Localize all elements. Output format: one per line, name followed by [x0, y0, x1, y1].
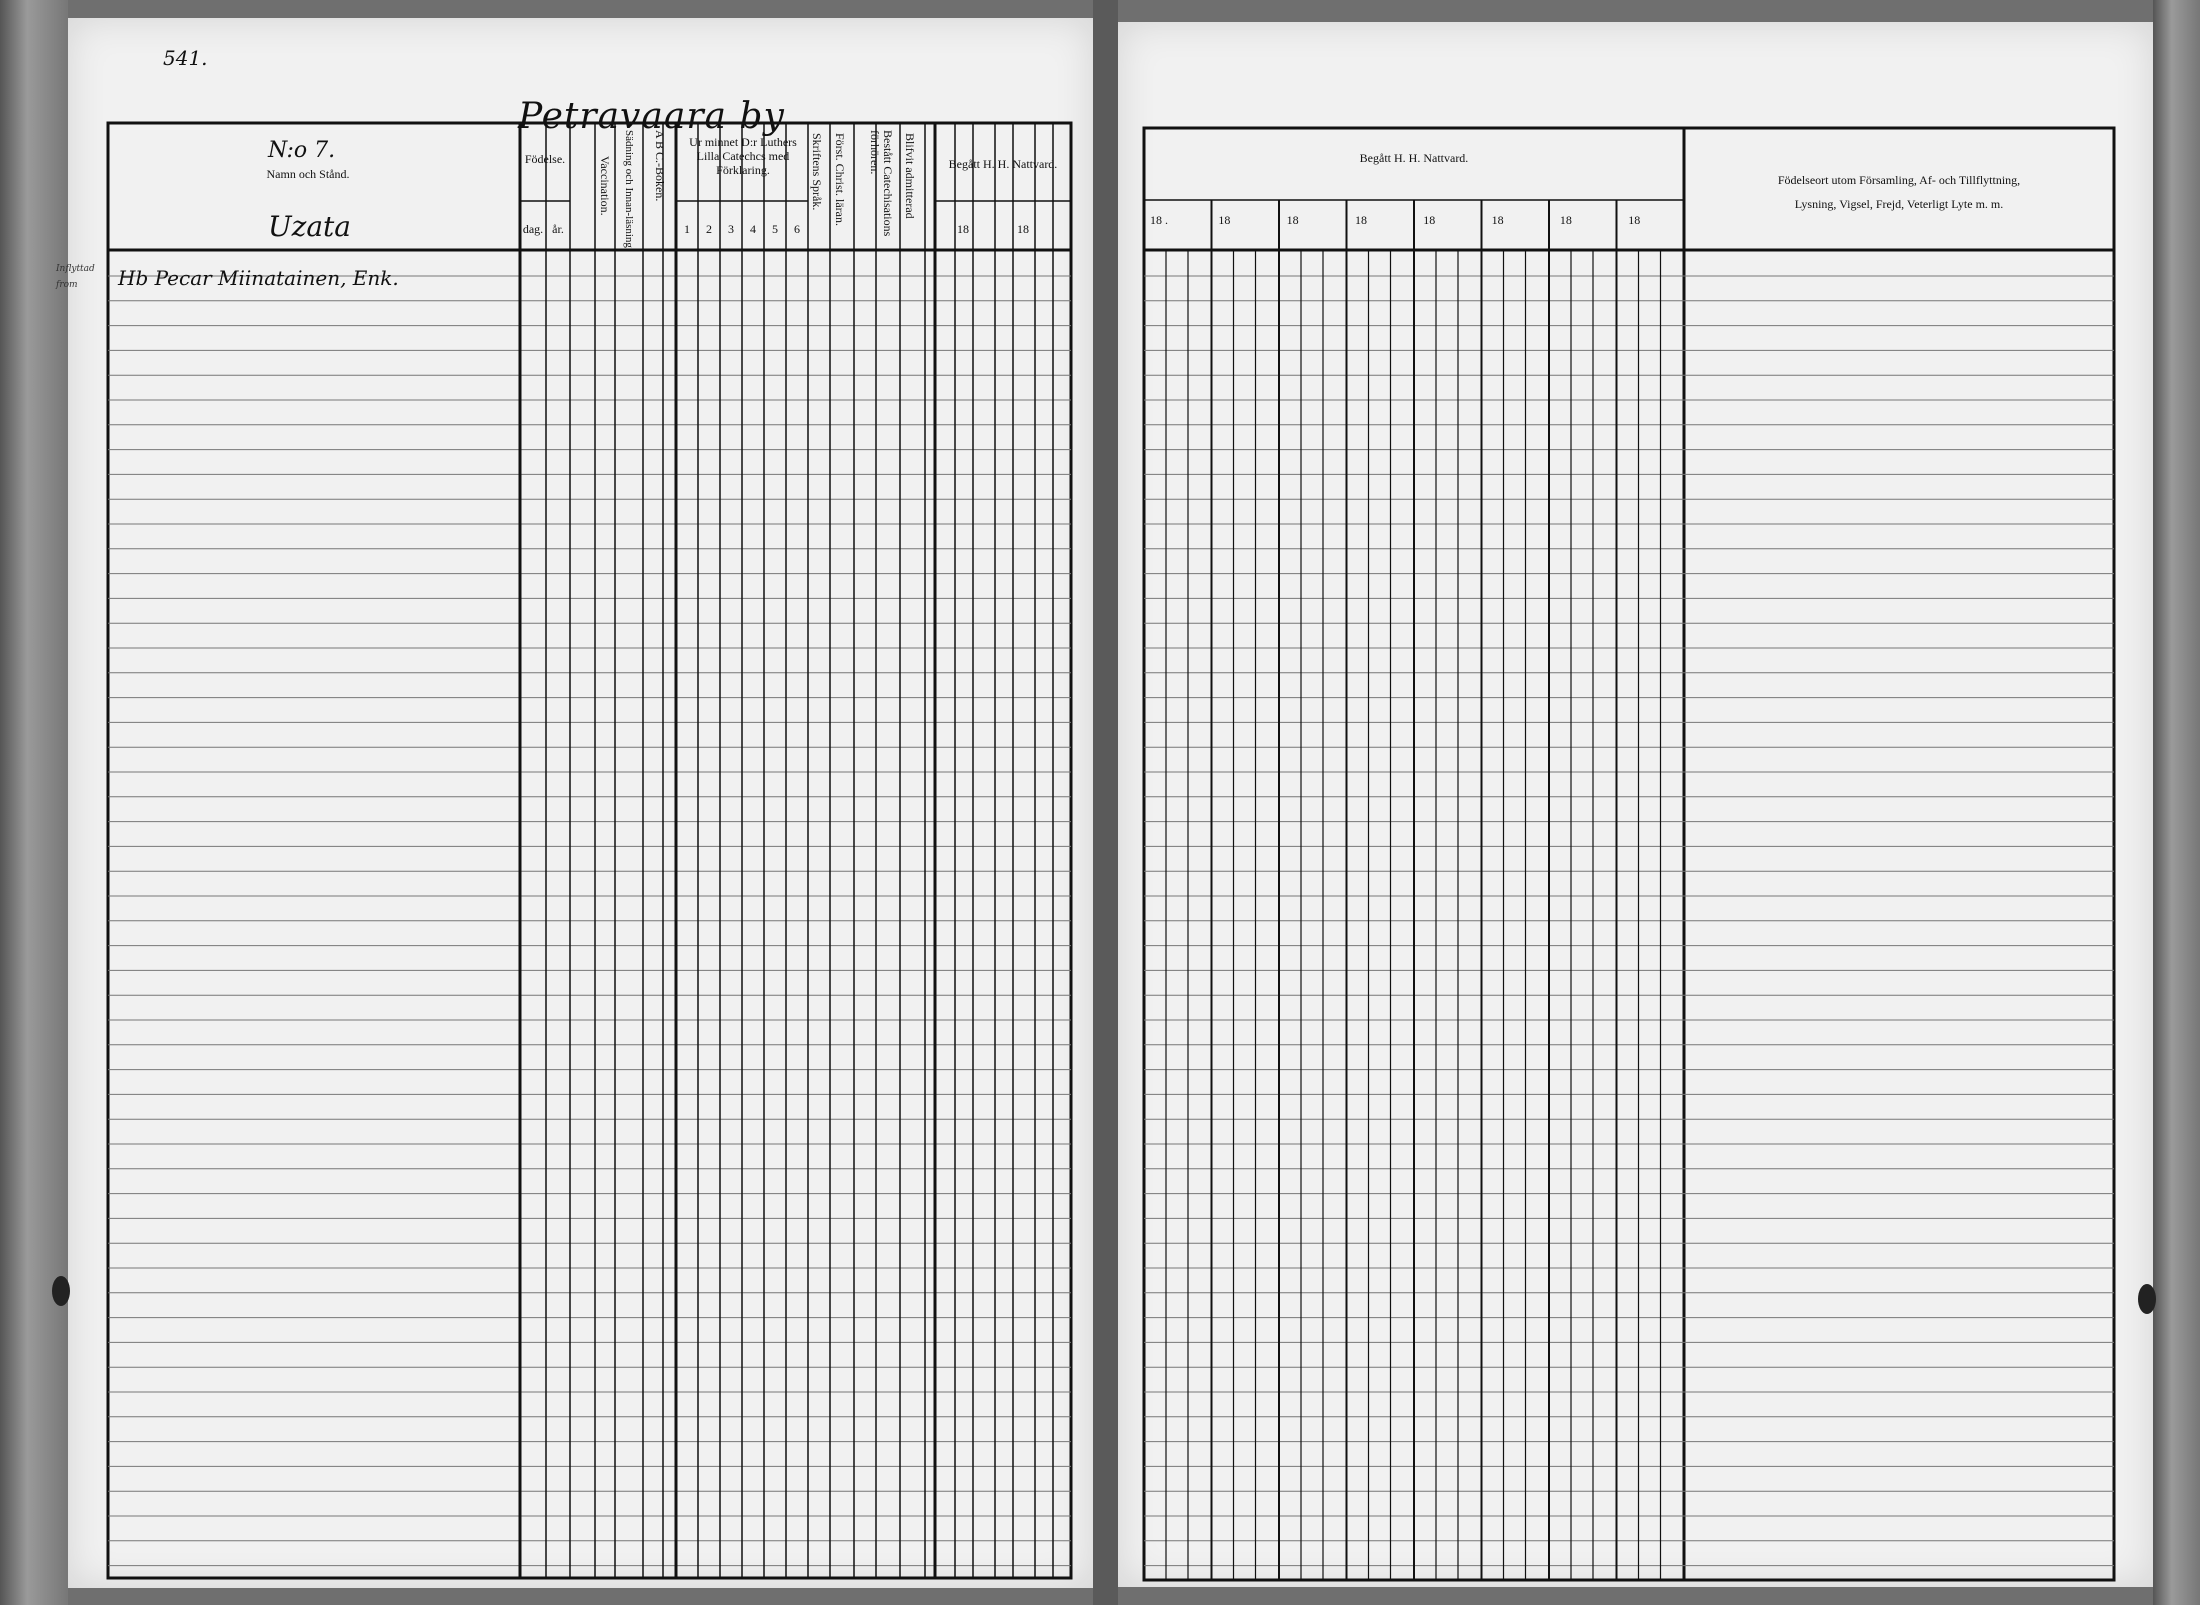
communion-header-right: Begått H. H. Nattvard.	[1359, 151, 1469, 165]
village-heading: Petravaara by	[518, 96, 785, 137]
communion-year-right-8: 18	[1628, 213, 1641, 227]
birth-year-header: år.	[552, 222, 564, 236]
communion-year-left-2: 18	[1017, 222, 1029, 236]
communion-year-left-1: 18	[957, 222, 969, 236]
catechism-col-4: 4	[750, 222, 756, 236]
communion-year-right-7: 18	[1559, 213, 1572, 227]
communion-year-right-4: 18	[1354, 213, 1367, 227]
catechism-col-2: 2	[706, 222, 712, 236]
catechism-col-3: 3	[728, 222, 734, 236]
binding-clip-left	[52, 1276, 70, 1306]
catechism-exam-header: Bestått Catechisations förhören.	[867, 130, 895, 237]
book-gutter	[1093, 0, 1118, 1605]
abc-book-header: A B C.-Boken.	[653, 130, 668, 202]
birth-day-header: dag.	[522, 222, 544, 236]
christian-doctrine-header: Först. Christ. läran.	[833, 133, 848, 226]
communion-year-right-5: 18	[1423, 213, 1436, 227]
communion-year-right-1: 18 .	[1150, 213, 1168, 227]
name-column-header: Namn och Stånd.	[266, 167, 350, 181]
margin-note-2: from	[56, 280, 78, 290]
binding-clip-right	[2138, 1284, 2156, 1314]
reading-header: Sädning och Innan-läsning.	[623, 130, 636, 251]
scan-edge-right	[2153, 0, 2200, 1605]
folio-number: 541.	[163, 46, 208, 70]
scripture-header: Skriftens Språk.	[810, 133, 825, 211]
margin-note-1: Inflyttad	[56, 264, 95, 274]
catechism-col-5: 5	[772, 222, 778, 236]
scan-edge-left	[0, 0, 68, 1605]
right-page	[1118, 22, 2153, 1587]
entry-name: Hb Pecar Miinatainen, Enk.	[118, 266, 399, 290]
communion-year-right-6: 18	[1491, 213, 1504, 227]
communion-year-right-2: 18	[1218, 213, 1231, 227]
right-ledger-grid	[1118, 22, 2153, 1587]
left-page	[56, 18, 1093, 1588]
communion-year-row-right	[1144, 214, 1684, 228]
catechism-number-row	[676, 223, 808, 237]
admitted-header: Blifvit admitterad	[903, 133, 918, 219]
communion-year-right-3: 18	[1286, 213, 1299, 227]
remarks-header-line2: Lysning, Vigsel, Frejd, Veterligt Lyte m. m.	[1794, 197, 2004, 211]
catechism-header: Ur minnet D:r Luthers Lilla Catechcs med Förklaring.	[689, 135, 797, 177]
vaccination-header: Vaccination.	[598, 156, 613, 216]
communion-header-left: Begått H. H. Nattvard.	[948, 157, 1058, 171]
birth-header: Födelse.	[524, 152, 566, 166]
catechism-col-6: 6	[794, 222, 800, 236]
farm-name: Uzata	[268, 210, 351, 243]
left-ledger-grid	[68, 18, 1093, 1588]
household-number: N:o 7.	[268, 138, 336, 163]
remarks-header-line1: Födelseort utom Församling, Af- och Tillflyttning,	[1777, 173, 2021, 187]
catechism-col-1: 1	[684, 222, 690, 236]
